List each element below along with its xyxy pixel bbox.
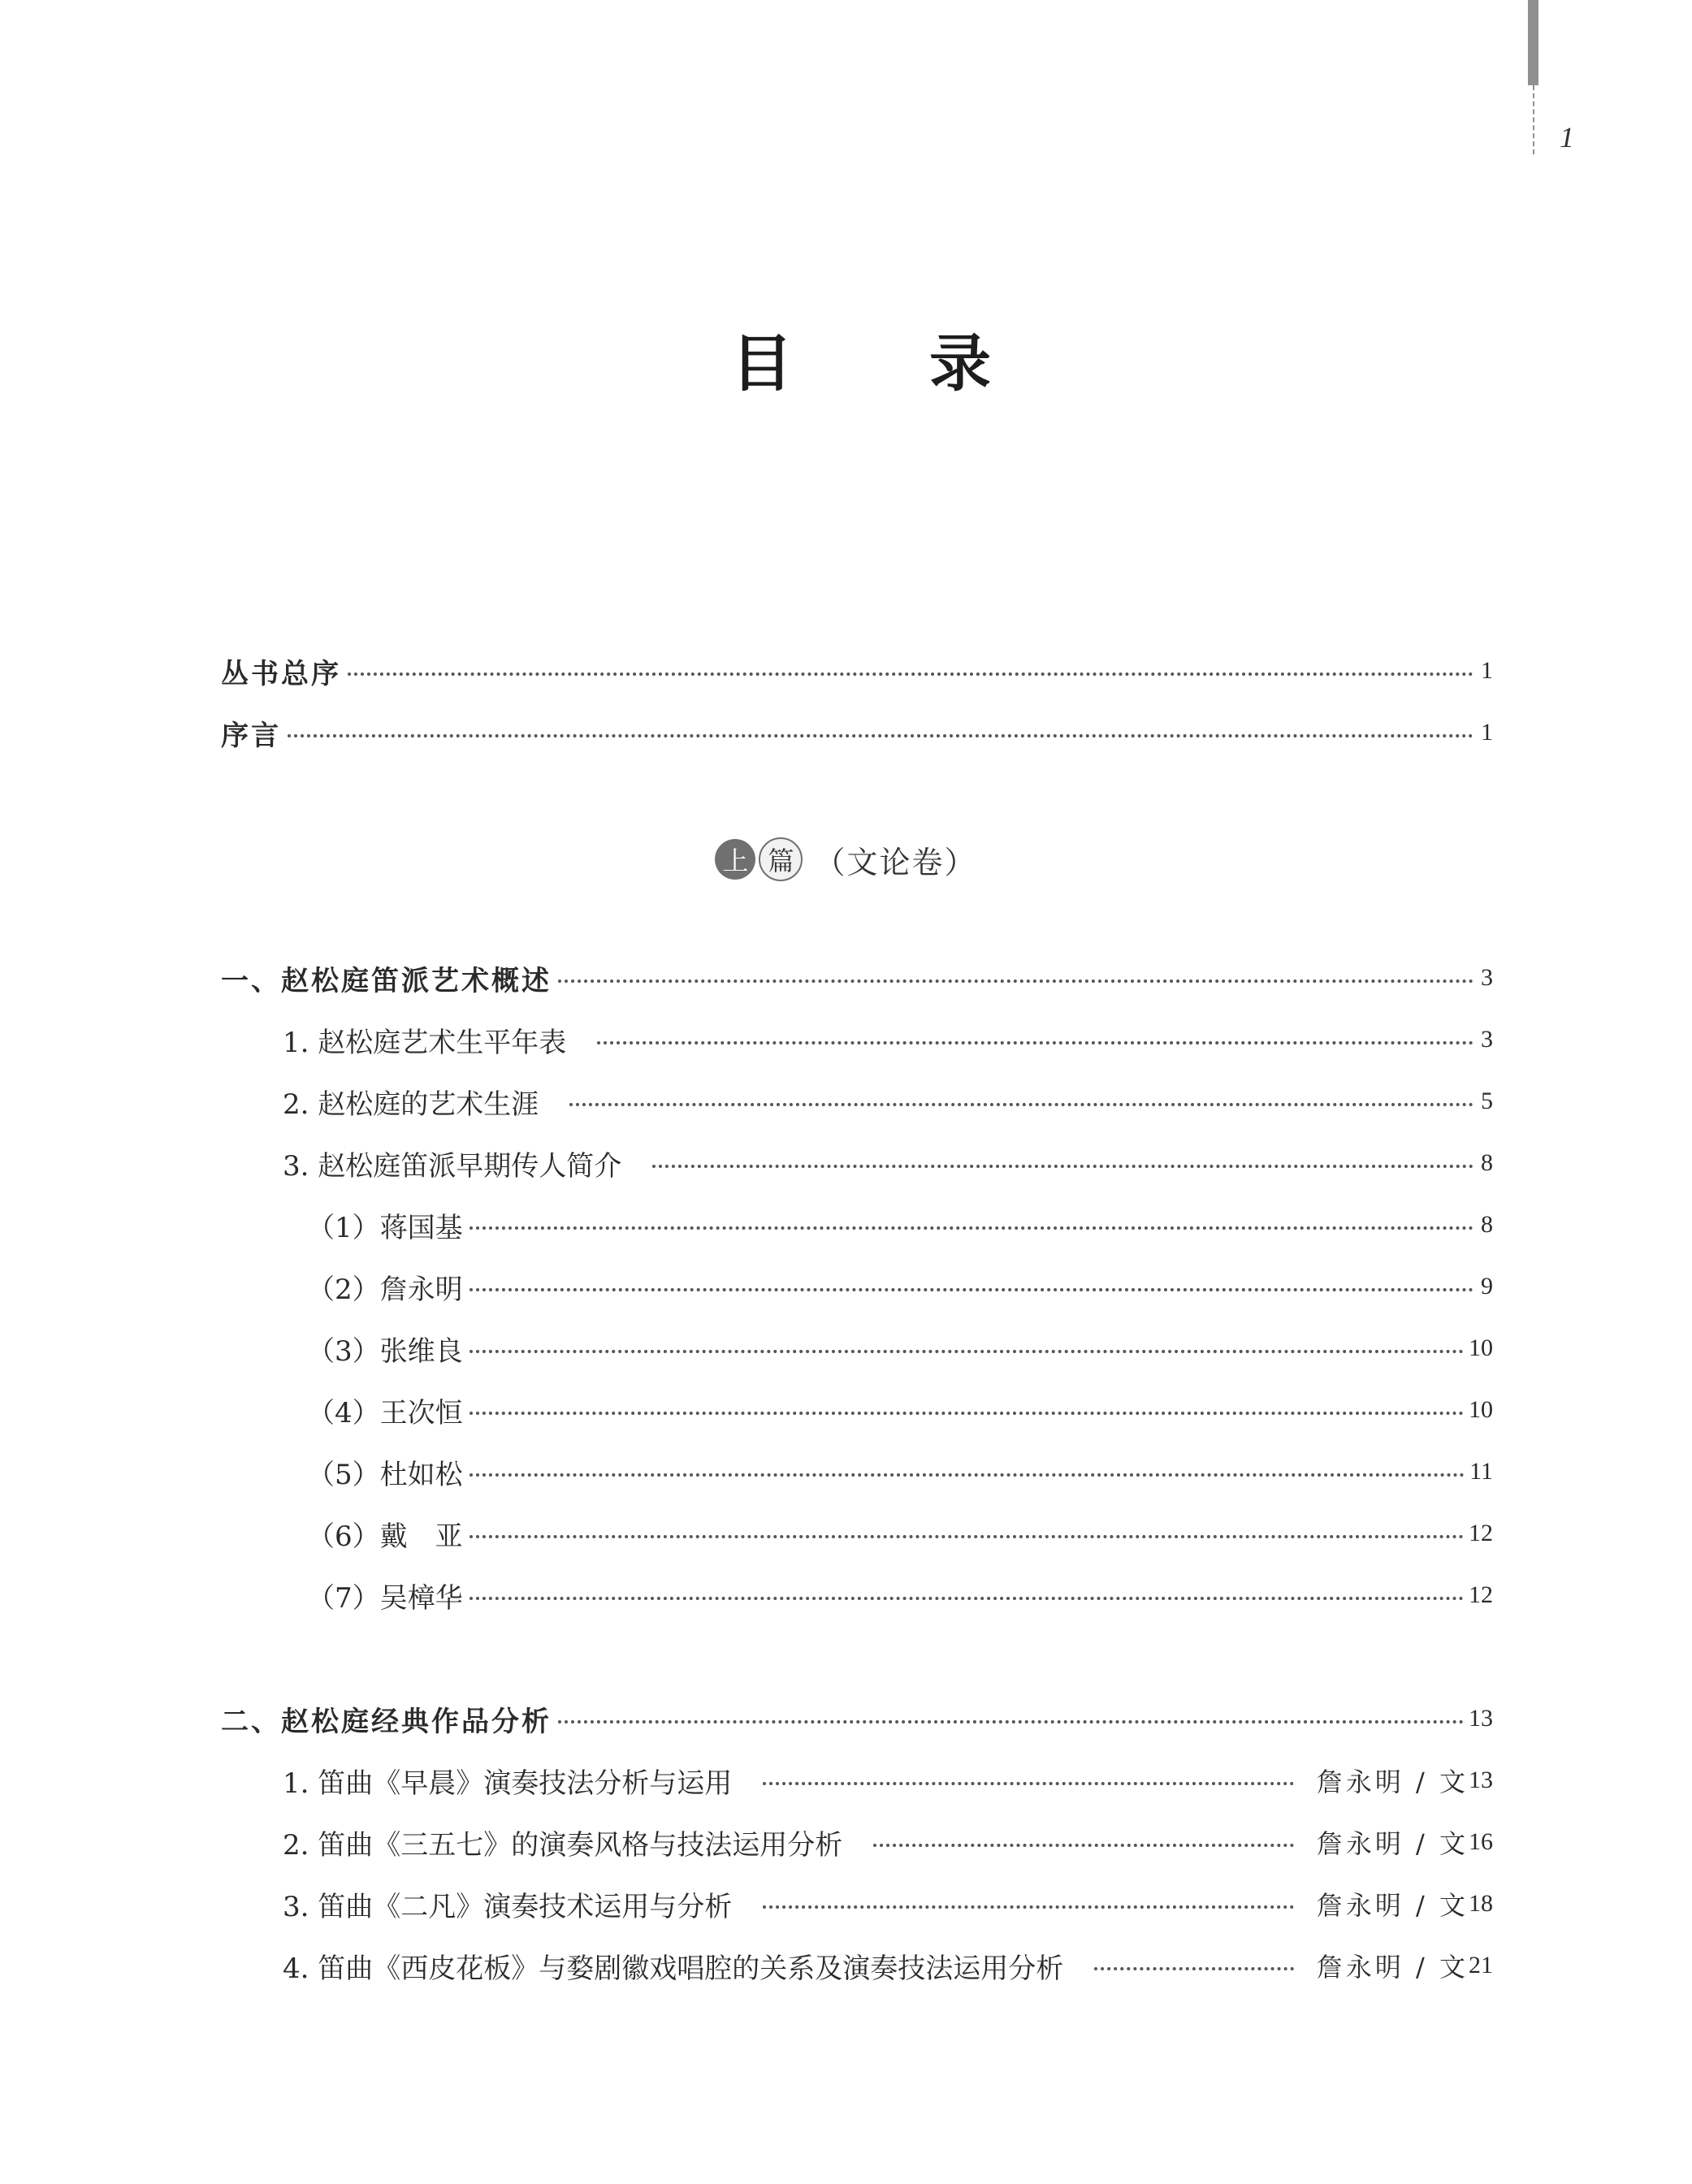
toc-subentry[interactable] bbox=[307, 1449, 1493, 1494]
toc-page-number: 3 bbox=[1481, 1026, 1493, 1053]
toc-subentry[interactable] bbox=[307, 1326, 1493, 1371]
toc-subentry[interactable] bbox=[307, 1264, 1493, 1309]
toc-entry-label: 一、赵松庭笛派艺术概述 bbox=[221, 964, 552, 997]
toc-page-number: 16 bbox=[1469, 1828, 1493, 1855]
dot-leader bbox=[348, 672, 1473, 676]
toc-entry-label: 1. 赵松庭艺术生平年表 bbox=[283, 1026, 567, 1059]
dot-leader bbox=[470, 1597, 1464, 1600]
toc-entry[interactable] bbox=[283, 1819, 1493, 1865]
toc-author: 詹永明 / 文 bbox=[1316, 1890, 1469, 1921]
dot-leader bbox=[597, 1041, 1473, 1044]
toc-page-number: 10 bbox=[1469, 1334, 1493, 1361]
dot-leader bbox=[470, 1288, 1473, 1291]
toc-page-number: 12 bbox=[1469, 1520, 1493, 1546]
title-char-2: 录 bbox=[929, 327, 991, 400]
dot-leader bbox=[288, 734, 1473, 737]
toc-entry[interactable] bbox=[283, 1758, 1493, 1803]
toc-entry-label: （6）戴 亚 bbox=[307, 1520, 463, 1553]
toc-entry-label: 4. 笛曲《西皮花板》与婺剧徽戏唱腔的关系及演奏技法运用分析 bbox=[283, 1952, 1064, 1985]
toc-entry[interactable] bbox=[283, 1140, 1493, 1186]
part-badge-filled: 上 bbox=[715, 839, 755, 880]
part-heading bbox=[0, 835, 1692, 884]
dot-leader bbox=[569, 1103, 1473, 1106]
toc-entry-label: （3）张维良 bbox=[307, 1334, 463, 1368]
toc-page-number: 13 bbox=[1469, 1767, 1493, 1793]
toc-page-number: 11 bbox=[1469, 1458, 1493, 1485]
part-badge-outline: 篇 bbox=[759, 837, 803, 881]
dot-leader bbox=[558, 980, 1473, 983]
toc-page-number: 18 bbox=[1469, 1890, 1493, 1917]
toc-entry-label: 2. 笛曲《三五七》的演奏风格与技法运用分析 bbox=[283, 1828, 843, 1862]
toc-entry-label: 3. 赵松庭笛派早期传人简介 bbox=[283, 1149, 622, 1183]
toc-entry-label: 1. 笛曲《早晨》演奏技法分析与运用 bbox=[283, 1767, 733, 1800]
dot-leader bbox=[1094, 1967, 1294, 1970]
toc-page-number: 21 bbox=[1469, 1952, 1493, 1979]
toc-entry-preface[interactable] bbox=[221, 710, 1493, 755]
toc-page-number: 5 bbox=[1481, 1088, 1493, 1114]
dot-leader bbox=[470, 1535, 1464, 1538]
dot-leader bbox=[558, 1720, 1464, 1723]
toc-subentry[interactable] bbox=[307, 1387, 1493, 1433]
dot-leader bbox=[470, 1226, 1473, 1230]
toc-page-number: 3 bbox=[1481, 964, 1493, 991]
toc-subentry[interactable] bbox=[307, 1511, 1493, 1556]
toc-entry[interactable] bbox=[283, 1017, 1493, 1062]
toc-page-number: 12 bbox=[1469, 1581, 1493, 1608]
toc-entry-label: （4）王次恒 bbox=[307, 1396, 463, 1429]
toc-page-number: 1 bbox=[1481, 719, 1493, 746]
toc-page-number: 9 bbox=[1481, 1273, 1493, 1300]
toc-author: 詹永明 / 文 bbox=[1316, 1828, 1469, 1859]
title-char-1: 目 bbox=[731, 327, 793, 400]
page-number: 1 bbox=[1560, 121, 1574, 154]
toc-entry-label: 二、赵松庭经典作品分析 bbox=[221, 1705, 552, 1738]
toc-page-number: 8 bbox=[1481, 1149, 1493, 1176]
dot-leader bbox=[470, 1473, 1465, 1477]
page-edge-marker bbox=[1528, 0, 1538, 85]
toc-entry-label: （1）蒋国基 bbox=[307, 1211, 463, 1244]
toc-section-heading[interactable] bbox=[221, 1696, 1493, 1741]
dot-leader bbox=[470, 1350, 1464, 1353]
page-edge-dashed-line bbox=[1533, 85, 1534, 154]
page-title bbox=[731, 327, 991, 400]
dot-leader bbox=[652, 1165, 1473, 1168]
dot-leader bbox=[470, 1412, 1464, 1415]
toc-entry-label: （7）吴樟华 bbox=[307, 1581, 463, 1615]
toc-entry-series-preface[interactable] bbox=[221, 648, 1493, 694]
toc-author: 詹永明 / 文 bbox=[1316, 1767, 1469, 1797]
toc-entry-label: 3. 笛曲《二凡》演奏技术运用与分析 bbox=[283, 1890, 733, 1923]
dot-leader bbox=[763, 1782, 1294, 1785]
toc-page-number: 1 bbox=[1481, 657, 1493, 684]
toc-entry-label: 序言 bbox=[221, 719, 281, 752]
toc-entry[interactable] bbox=[283, 1943, 1493, 1988]
dot-leader bbox=[763, 1905, 1294, 1909]
toc-entry[interactable] bbox=[283, 1079, 1493, 1124]
toc-page-number: 8 bbox=[1481, 1211, 1493, 1238]
toc-author: 詹永明 / 文 bbox=[1316, 1952, 1469, 1983]
toc-entry-label: 丛书总序 bbox=[221, 657, 341, 690]
toc-entry-label: 2. 赵松庭的艺术生涯 bbox=[283, 1088, 539, 1121]
toc-subentry[interactable] bbox=[307, 1572, 1493, 1618]
toc-subentry[interactable] bbox=[307, 1202, 1493, 1248]
part-subtitle: （文论卷） bbox=[814, 844, 977, 880]
dot-leader bbox=[873, 1844, 1294, 1847]
toc-entry-label: （2）詹永明 bbox=[307, 1273, 463, 1306]
toc-page-number: 13 bbox=[1469, 1705, 1493, 1732]
toc-entry-label: （5）杜如松 bbox=[307, 1458, 463, 1491]
toc-section-heading[interactable] bbox=[221, 955, 1493, 1001]
toc-page-number: 10 bbox=[1469, 1396, 1493, 1423]
toc-entry[interactable] bbox=[283, 1881, 1493, 1927]
